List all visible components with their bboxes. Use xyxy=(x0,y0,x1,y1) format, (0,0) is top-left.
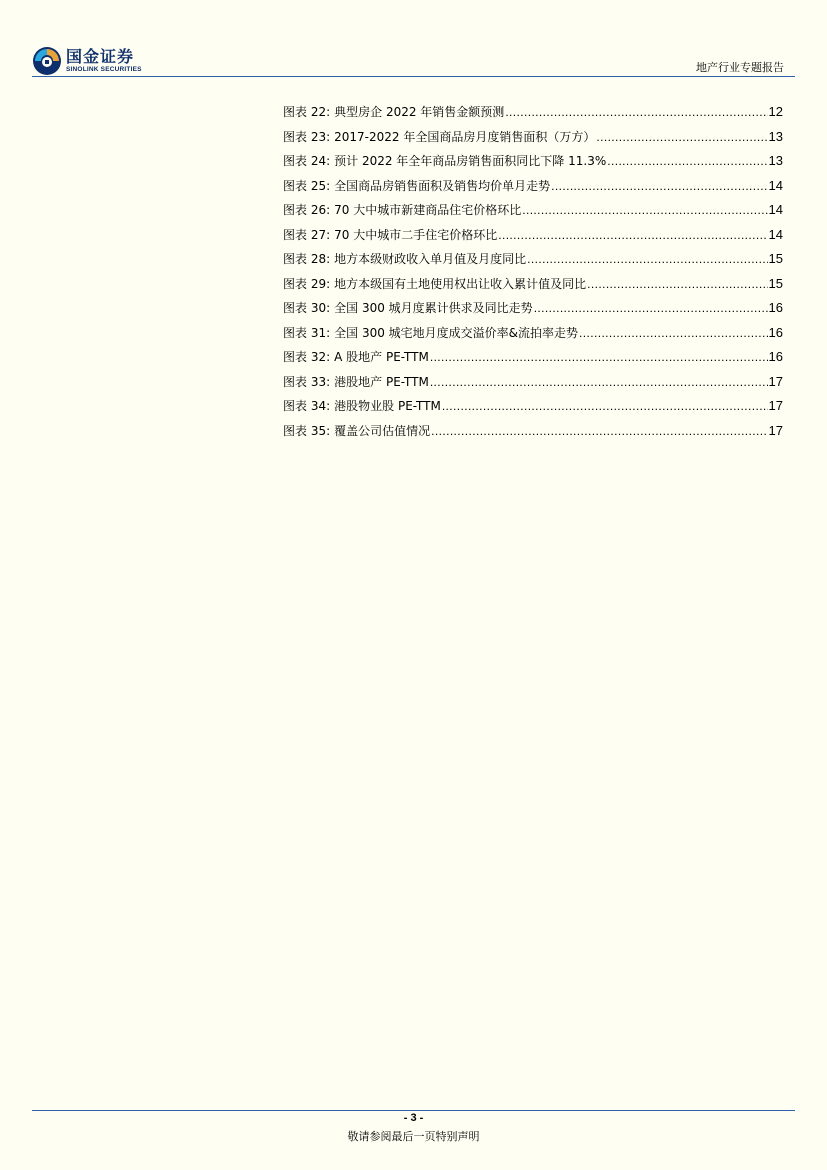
toc-leader-dots xyxy=(527,247,767,272)
toc-entry-title: 全国 300 城宅地月度成交溢价率&流拍率走势 xyxy=(334,325,579,340)
toc-entry-page: 16 xyxy=(768,324,783,340)
toc-entry-label: 图表 32: xyxy=(283,350,331,364)
toc-entry-label: 图表 30: xyxy=(283,301,331,315)
sinolink-logo-icon xyxy=(32,46,62,76)
toc-entry[interactable] xyxy=(283,223,783,248)
footer-divider xyxy=(32,1110,795,1111)
toc-entry[interactable] xyxy=(283,125,783,150)
toc-entry-title: 预计 2022 年全年商品房销售面积同比下降 11.3% xyxy=(334,154,607,168)
toc-entry-page: 14 xyxy=(768,226,783,242)
toc-entry-title: 全国 300 城月度累计供求及同比走势 xyxy=(334,301,533,315)
toc-leader-dots xyxy=(596,125,767,150)
toc-entry[interactable] xyxy=(283,149,783,174)
toc-entry-label: 图表 25: xyxy=(283,178,331,193)
toc-entry-label: 图表 26: xyxy=(283,203,331,217)
toc-entry-page: 15 xyxy=(768,251,783,266)
page-number: - 3 - xyxy=(403,1112,424,1124)
disclaimer-note: 敬请参阅最后一页特别声明 xyxy=(347,1130,480,1143)
toc-leader-dots xyxy=(442,394,768,419)
toc-entry-label: 图表 33: xyxy=(283,374,331,389)
toc-entry[interactable] xyxy=(283,247,783,272)
toc-entry-label: 图表 22: xyxy=(283,105,331,119)
toc-entry-title: 港股地产 PE-TTM xyxy=(334,374,429,389)
toc-leader-dots xyxy=(498,223,767,248)
toc-entry-title: A 股地产 PE-TTM xyxy=(334,350,429,364)
toc-entry-title: 地方本级国有土地使用权出让收入累计值及同比 xyxy=(334,276,587,291)
toc-entry-label: 图表 31: xyxy=(283,325,331,340)
toc-entry[interactable] xyxy=(283,100,783,125)
toc-entry-title: 2017-2022 年全国商品房月度销售面积（万方） xyxy=(334,129,596,144)
toc-leader-dots xyxy=(587,272,767,297)
toc-entry-page: 17 xyxy=(768,373,783,389)
toc-entry-title: 典型房企 2022 年销售金额预测 xyxy=(334,105,505,119)
toc-leader-dots xyxy=(431,419,767,444)
toc-entry[interactable] xyxy=(283,198,783,223)
toc-entry-title: 全国商品房销售面积及销售均价单月走势 xyxy=(334,178,551,193)
toc-leader-dots xyxy=(505,100,767,125)
company-logo xyxy=(32,46,142,76)
toc-entry[interactable] xyxy=(283,272,783,297)
toc-entry[interactable] xyxy=(283,419,783,444)
report-type: 地产行业专题报告 xyxy=(696,61,784,74)
toc-entry-title: 港股物业股 PE-TTM xyxy=(334,399,441,413)
toc-leader-dots xyxy=(607,149,767,174)
toc-entry-page: 16 xyxy=(768,349,783,364)
toc-entry-title: 地方本级财政收入单月值及月度同比 xyxy=(334,252,527,266)
toc-leader-dots xyxy=(522,198,767,223)
toc-entry-label: 图表 27: xyxy=(283,227,331,242)
toc-entry[interactable] xyxy=(283,394,783,419)
header-divider xyxy=(32,76,795,77)
toc-entry[interactable] xyxy=(283,370,783,395)
toc-entry-title: 70 大中城市新建商品住宅价格环比 xyxy=(334,203,522,217)
toc-entry[interactable] xyxy=(283,296,783,321)
toc-entry-page: 17 xyxy=(768,398,783,413)
toc-entry-label: 图表 24: xyxy=(283,154,331,168)
toc-entry-label: 图表 28: xyxy=(283,252,331,266)
toc-entry-title: 70 大中城市二手住宅价格环比 xyxy=(334,227,498,242)
toc-entry-label: 图表 35: xyxy=(283,423,331,438)
toc-leader-dots xyxy=(430,370,768,395)
toc-entry-title: 覆盖公司估值情况 xyxy=(334,423,431,438)
toc-entry-page: 14 xyxy=(768,202,783,217)
toc-entry-page: 17 xyxy=(768,422,783,438)
toc-entry-page: 16 xyxy=(768,300,783,315)
toc-entry-page: 13 xyxy=(768,128,783,144)
logo-english-name: SINOLINK SECURITIES xyxy=(66,66,142,73)
toc-entry-label: 图表 23: xyxy=(283,129,331,144)
figure-table-of-contents xyxy=(283,100,783,443)
toc-leader-dots xyxy=(579,321,767,346)
toc-leader-dots xyxy=(551,174,767,199)
toc-leader-dots xyxy=(534,296,768,321)
toc-entry[interactable] xyxy=(283,321,783,346)
toc-entry-page: 15 xyxy=(768,275,783,291)
toc-entry[interactable] xyxy=(283,174,783,199)
toc-entry-page: 13 xyxy=(768,153,783,168)
toc-entry-page: 12 xyxy=(768,104,783,119)
toc-entry-label: 图表 29: xyxy=(283,276,331,291)
toc-entry-label: 图表 34: xyxy=(283,399,331,413)
toc-entry[interactable] xyxy=(283,345,783,370)
logo-chinese-name: 国金证券 xyxy=(66,47,135,66)
toc-entry-page: 14 xyxy=(768,177,783,193)
toc-leader-dots xyxy=(430,345,768,370)
